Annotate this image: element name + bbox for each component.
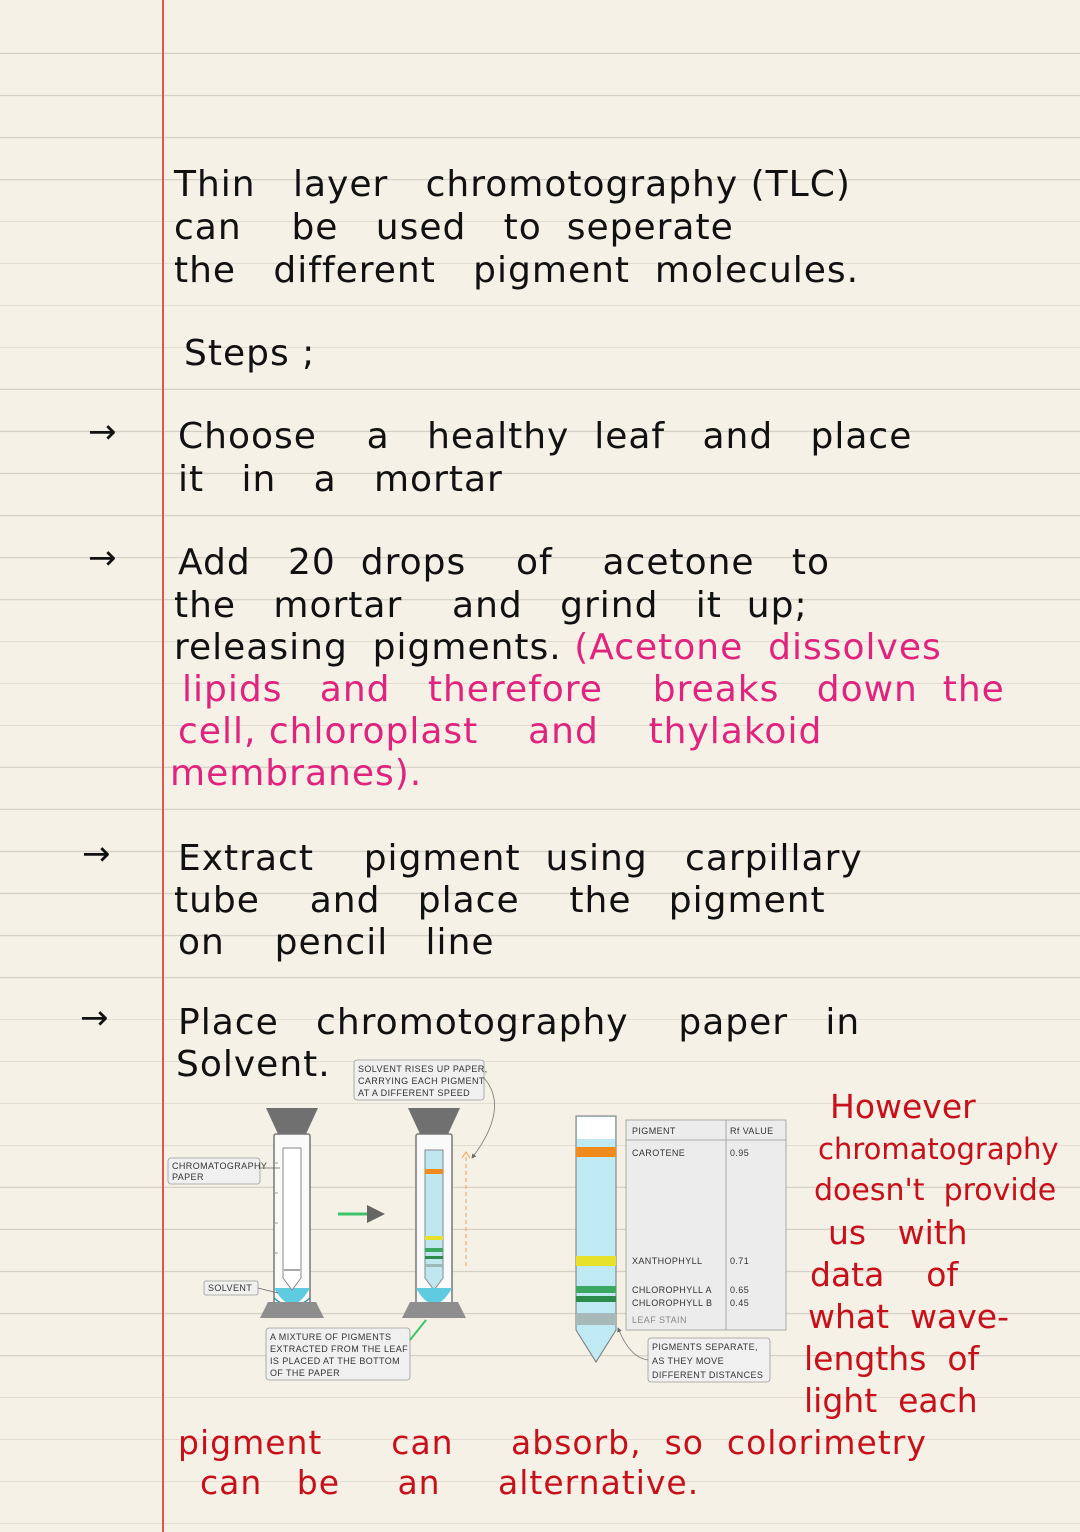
step2-line-3 [174, 627, 942, 669]
table-leaf-stain: LEAF STAIN [632, 1315, 687, 1325]
solvent-rises-text-1: SOLVENT RISES UP PAPER, [358, 1064, 488, 1074]
step2-line-5: cell, chloroplast and thylakoid [178, 711, 823, 752]
table-row-name: CAROTENE [632, 1148, 686, 1158]
step4-line-1: Place chromotography paper in [178, 1002, 861, 1043]
mixture-text-4: OF THE PAPER [270, 1368, 340, 1378]
solvent-rises-text-3: AT A DIFFERENT SPEED [358, 1088, 471, 1098]
step1-line-1: Choose a healthy leaf and place [178, 416, 913, 457]
mixture-text-3: IS PLACED AT THE BOTTOM [270, 1356, 401, 1366]
step2-line-4: lipids and therefore breaks down the [182, 669, 1005, 710]
table-row-value: 0.71 [730, 1256, 750, 1266]
developed-strip [576, 1116, 616, 1362]
side-note-line-7: lengths of [804, 1339, 980, 1378]
solvent-rises-text-2: CARRYING EACH PIGMENT [358, 1076, 485, 1086]
intro-line-3: the different pigment molecules. [174, 250, 860, 291]
footer-line-2: can be an alternative. [200, 1463, 700, 1502]
table-row-value: 0.65 [730, 1285, 750, 1295]
side-note-line-1: However [830, 1087, 976, 1126]
arrow-icon: → [88, 538, 117, 578]
intro-line-2: can be used to seperate [174, 207, 734, 248]
arrow-icon: → [82, 834, 111, 874]
separate-text-1: PIGMENTS SEPARATE, [652, 1342, 758, 1352]
side-note-line-8: light each [804, 1381, 978, 1420]
side-note-line-5: data of [810, 1255, 959, 1294]
side-note-line-3: doesn't provide [814, 1173, 1057, 1208]
step4-line-2: Solvent. [176, 1044, 331, 1085]
mixture-text-2: EXTRACTED FROM THE LEAF [270, 1344, 409, 1354]
steps-heading: Steps ; [184, 333, 316, 374]
step2-line-6: membranes). [170, 753, 423, 794]
step3-line-3: on pencil line [178, 922, 495, 963]
step3-line-2: tube and place the pigment [174, 880, 826, 921]
step2-line-2: the mortar and grind it up; [174, 585, 808, 626]
intro-line-1: Thin layer chromotography (TLC) [174, 164, 851, 205]
table-row-value: 0.45 [730, 1298, 750, 1308]
rf-table [626, 1120, 786, 1330]
chromatography-diagram [160, 1058, 800, 1398]
side-note-line-4: us with [828, 1213, 968, 1252]
step2-line-3-black: releasing pigments. [174, 627, 575, 668]
table-row-name: CHLOROPHYLL A [632, 1285, 712, 1295]
table-row-name: XANTHOPHYLL [632, 1256, 703, 1266]
arrow-icon: → [88, 412, 117, 452]
side-note-line-2: chromatography [818, 1132, 1059, 1166]
separate-text-2: AS THEY MOVE [652, 1356, 724, 1366]
separate-text-3: DIFFERENT DISTANCES [652, 1370, 764, 1380]
chromatography-paper-text-1: CHROMATOGRAPHY [172, 1161, 268, 1171]
tube-before [260, 1108, 324, 1318]
side-note-line-6: what wave- [808, 1297, 1009, 1336]
tube-after [402, 1108, 470, 1318]
table-row-name: CHLOROPHYLL B [632, 1298, 713, 1308]
mixture-text-1: A MIXTURE OF PIGMENTS [270, 1332, 392, 1342]
table-header-rf: Rf VALUE [730, 1126, 774, 1136]
table-row-value: 0.95 [730, 1148, 750, 1158]
chromatography-paper-text-2: PAPER [172, 1172, 204, 1182]
step2-line-1: Add 20 drops of acetone to [178, 542, 831, 583]
step2-line-3-pink: (Acetone dissolves [574, 627, 942, 668]
table-header-pigment: PIGMENT [632, 1126, 676, 1136]
step3-line-1: Extract pigment using carpillary [178, 838, 863, 879]
step1-line-2: it in a mortar [178, 459, 503, 500]
arrow-icon: → [80, 998, 109, 1038]
solvent-text: SOLVENT [208, 1283, 253, 1293]
footer-line-1: pigment can absorb, so colorimetry [178, 1423, 927, 1462]
